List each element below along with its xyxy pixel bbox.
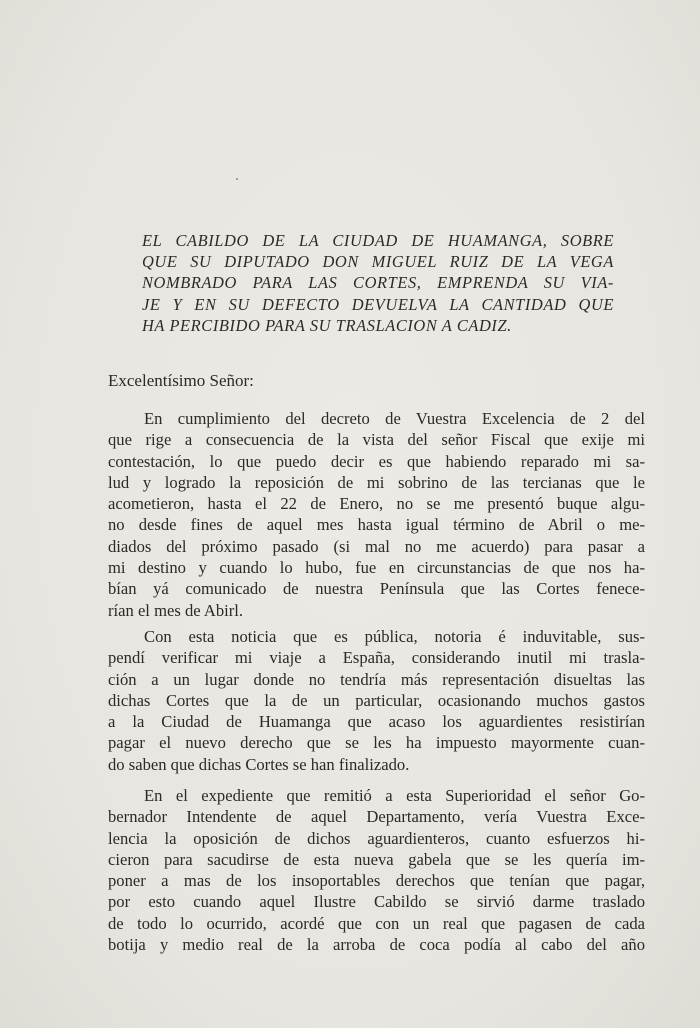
title-line: QUE SU DIPUTADO DON MIGUEL RUIZ DE LA VEGA: [142, 252, 614, 272]
text-line: bían yá comunicado de nuestra Península que las Cortes fenece-: [108, 579, 645, 599]
title-line: NOMBRADO PARA LAS CORTES, EMPRENDA SU VIA-: [142, 273, 614, 293]
ink-speck: [236, 178, 238, 180]
text-line: por esto cuando aquel Ilustre Cabildo se sirvió darme traslado: [108, 892, 645, 912]
title-line: EL CABILDO DE LA CIUDAD DE HUAMANGA, SOBRE: [142, 231, 614, 250]
paragraph-1: [108, 408, 645, 621]
text-line: no desde fines de aquel mes hasta igual término de Abril o me-: [108, 515, 645, 535]
text-line: diados del próximo pasado (si mal no me acuerdo) para pasar a: [108, 536, 645, 556]
text-line: En el expediente que remitió a esta Superioridad el señor Go-: [144, 786, 645, 805]
text-line: pendí verificar mi viaje a España, considerando inutil mi trasla-: [108, 648, 645, 668]
text-line: do saben que dichas Cortes se han finalizado.: [108, 754, 410, 774]
text-line: dichas Cortes que la de un particular, ocasionando muchos gastos: [108, 690, 645, 710]
text-line: lencia la oposición de dichos aguardienteros, cuanto esfuerzos hi-: [108, 828, 645, 848]
text-line: de todo lo ocurrido, acordé que con un real que pagasen de cada: [108, 913, 645, 933]
text-line: mi destino y cuando lo hubo, fue en circunstancias de que nos ha-: [108, 558, 645, 578]
text-line: ción a un lugar donde no tendría más representación disueltas las: [108, 669, 645, 689]
document-title: [142, 230, 614, 336]
text-line: cieron para sacudirse de esta nueva gabela que se les quería im-: [108, 849, 645, 869]
text-line: contestación, lo que puedo decir es que habiendo reparado mi sa-: [108, 451, 645, 471]
text-line: a la Ciudad de Huamanga que acaso los aguardientes resistirían: [108, 712, 645, 732]
text-line: que rige a consecuencia de la vista del señor Fiscal que exije mi: [108, 430, 645, 450]
text-line: botija y medio real de la arroba de coca podía al cabo del año: [108, 935, 645, 955]
text-line: bernador Intendente de aquel Departamento, vería Vuestra Exce-: [108, 807, 645, 827]
text-line: rían el mes de Abirl.: [108, 600, 244, 620]
title-line: HA PERCIBIDO PARA SU TRASLACION A CADIZ.: [142, 315, 512, 335]
title-line: JE Y EN SU DEFECTO DEVUELVA LA CANTIDAD QUE: [142, 294, 614, 314]
text-line: Con esta noticia que es pública, notoria é induvitable, sus-: [144, 627, 645, 646]
text-line: En cumplimiento del decreto de Vuestra Excelencia de 2 del: [144, 409, 645, 428]
salutation: Excelentísimo Señor:: [108, 371, 254, 390]
text-line: lud y logrado la reposición de mi sobrino de las tercianas que le: [108, 472, 645, 492]
text-line: poner a mas de los insoportables derechos que tenían que pagar,: [108, 871, 645, 891]
text-line: pagar el nuevo derecho que se les ha impuesto mayormente cuan-: [108, 733, 645, 753]
text-line: acometieron, hasta el 22 de Enero, no se me presentó buque algu-: [108, 494, 645, 514]
paragraph-3: [108, 785, 645, 955]
paragraph-2: [108, 626, 645, 775]
